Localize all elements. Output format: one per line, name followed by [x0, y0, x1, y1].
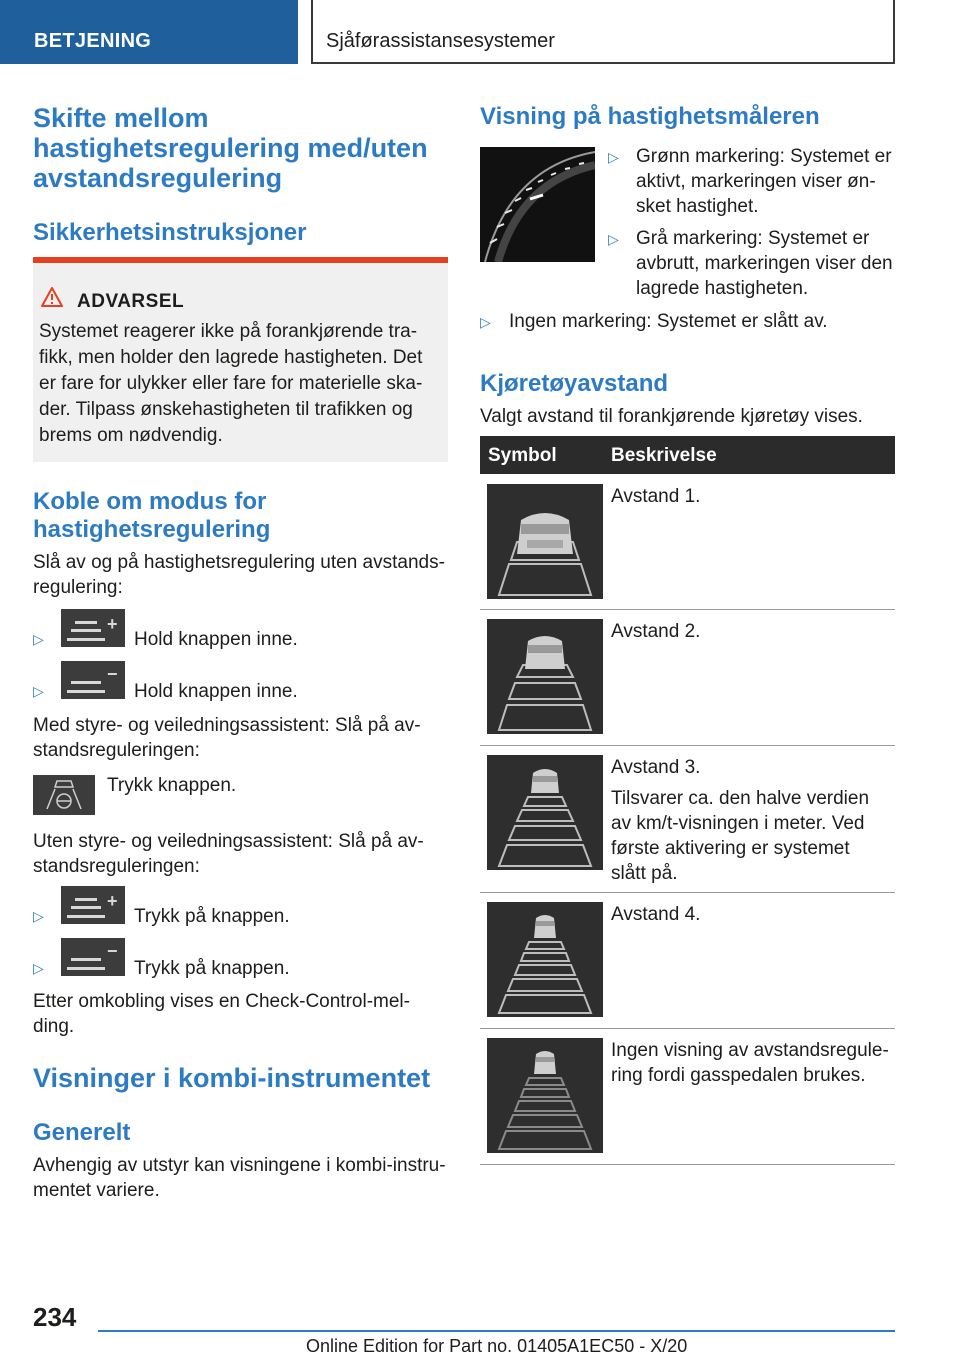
distance-3-symbol [487, 755, 603, 870]
row-divider [480, 892, 895, 893]
safety-heading: Sikkerhetsinstruksjoner [33, 219, 307, 246]
row-divider [480, 745, 895, 746]
warning-box [33, 257, 448, 462]
press-button-text: Trykk på knappen. [134, 958, 290, 979]
mode-heading: Koble om modus for hastighetsregulering [33, 488, 271, 543]
views-heading: Visninger i kombi-instrumentet [33, 1063, 431, 1093]
bullet-icon: ▷ [608, 231, 619, 247]
table-header [480, 436, 895, 474]
distance-decrease-button-icon: − [61, 661, 125, 699]
hold-button-text: Hold knappen inne. [134, 629, 298, 650]
page-number: 234 [33, 1302, 77, 1332]
distance-3-description: Avstand 3. Tilsvarer ca. den halve verdien av km/t-visningen i meter. Ved første aktivering er systemet slått på. [611, 757, 870, 884]
grey-marking-text: Grå markering: Systemet er avbrutt, markeringen viser den lagrede hastigheten. [636, 228, 893, 299]
distance-1-description: Avstand 1. [611, 486, 701, 507]
no-distance-symbol [487, 1038, 603, 1153]
warning-title: ADVARSEL [77, 291, 185, 312]
no-distance-description: Ingen visning av avstandsregule- ring fordi gasspedalen brukes. [611, 1040, 889, 1086]
bullet-icon: ▷ [33, 631, 44, 647]
press-button-text: Trykk knappen. [107, 775, 237, 796]
distance-heading: Kjøretøyavstand [480, 370, 669, 397]
green-marking-text: Grønn markering: Systemet er aktivt, markeringen viser øn- sket hastighet. [636, 146, 892, 217]
chapter-label: Sjåførassistansesystemer [326, 30, 555, 52]
warning-text: Systemet reagerer ikke på forankjørende tra- fikk, men holder den lagrede hastigheten. Det er fare for ulykker eller fare for materielle ska- der. Tilpass ønskehastigheten til trafikken og brems om nødvendig. [39, 321, 423, 446]
page-title: Skifte mellom hastighetsregulering med/uten avstandsregulering [33, 103, 428, 193]
bullet-icon: ▷ [33, 960, 44, 976]
hold-button-text: Hold knappen inne. [134, 681, 298, 702]
chapter-tab [311, 0, 895, 64]
distance-intro: Valgt avstand til forankjørende kjøretøy vises. [480, 406, 863, 427]
general-heading: Generelt [33, 1119, 131, 1146]
edition-text: Online Edition for Part no. 01405A1EC50 - X/20 [306, 1336, 688, 1356]
general-text: Avhengig av utstyr kan visningene i kombi-instru- mentet variere. [33, 1155, 446, 1201]
distance-4-description: Avstand 4. [611, 904, 701, 925]
row-divider [480, 1164, 895, 1165]
distance-increase-button-icon: + [61, 609, 125, 647]
with-steering-text: Med styre- og veiledningsassistent: Slå på av- standsreguleringen: [33, 715, 421, 761]
after-switch-text: Etter omkobling vises en Check-Control-mel- ding. [33, 991, 410, 1037]
distance-2-description: Avstand 2. [611, 621, 701, 642]
press-button-text: Trykk på knappen. [134, 906, 290, 927]
description-column-header: Beskrivelse [611, 445, 717, 466]
bullet-icon: ▷ [33, 683, 44, 699]
distance-4-symbol [487, 902, 603, 1017]
symbol-column-header: Symbol [488, 445, 557, 466]
row-divider [480, 609, 895, 610]
mode-intro: Slå av og på hastighetsregulering uten avstands- regulering: [33, 552, 445, 598]
steering-assistant-button-icon [33, 775, 95, 815]
bullet-icon: ▷ [480, 314, 491, 330]
bullet-icon: ▷ [33, 908, 44, 924]
distance-1-symbol [487, 484, 603, 599]
without-steering-text: Uten styre- og veiledningsassistent: Slå på av- standsreguleringen: [33, 831, 424, 877]
row-divider [480, 1028, 895, 1029]
speedo-heading: Visning på hastighetsmåleren [480, 103, 820, 130]
distance-2-symbol [487, 619, 603, 734]
speedometer-image [480, 147, 595, 262]
distance-increase-button-icon: + [61, 886, 125, 924]
distance-decrease-button-icon: − [61, 938, 125, 976]
section-tab [0, 0, 298, 64]
bullet-icon: ▷ [608, 149, 619, 165]
section-label: BETJENING [34, 30, 152, 52]
warning-triangle-icon [41, 287, 63, 307]
footer-divider [98, 1330, 895, 1332]
no-marking-text: Ingen markering: Systemet er slått av. [509, 311, 828, 332]
